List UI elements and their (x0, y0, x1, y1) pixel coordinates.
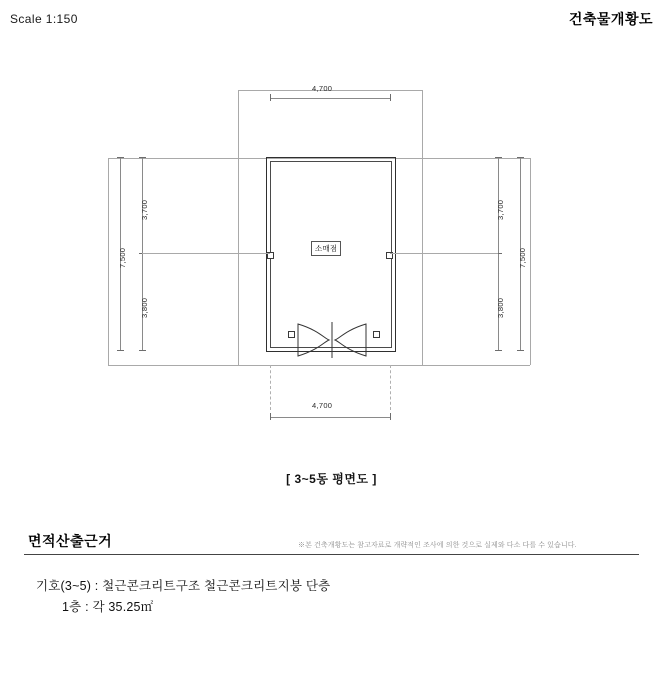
dim-tick-left-total-top (117, 157, 124, 158)
column-marker-bottom-right (373, 331, 380, 338)
dim-tick-right-total-bottom (517, 350, 524, 351)
column-marker-bottom-left (288, 331, 295, 338)
site-line-inner-right (422, 90, 423, 365)
dim-tick-left-c (139, 350, 146, 351)
dim-line-bottom (270, 417, 390, 418)
dim-tick-top-right (390, 94, 391, 101)
area-basis-title: 면적산출근거 (28, 533, 113, 549)
dim-tick-left-a (139, 157, 146, 158)
site-line-inner-left (238, 90, 239, 365)
structure-description: 기호(3~5) : 철근콘크리트구조 철근콘크리트지붕 단층 (36, 579, 331, 593)
dim-left-upper: 3,700 (140, 199, 149, 220)
site-line-left (108, 158, 109, 365)
projection-line-left (270, 365, 271, 410)
door-swing-symbol (296, 322, 368, 358)
dim-tick-bottom-right (390, 413, 391, 420)
dim-right-upper: 3,700 (496, 199, 505, 220)
dim-tick-bottom-left (270, 413, 271, 420)
page-title: 건축물개황도 (568, 11, 653, 27)
dim-bottom-width: 4,700 (312, 401, 333, 410)
floor-area-description: 1층 : 각 35.25㎡ (62, 600, 154, 614)
dim-tick-right-c (495, 350, 502, 351)
room-label-retail: 소매점 (311, 241, 341, 256)
site-line-right (530, 158, 531, 365)
site-line-bottom (108, 365, 530, 366)
dim-left-lower: 3,800 (140, 297, 149, 318)
projection-line-right (390, 365, 391, 410)
floor-plan-drawing (0, 60, 663, 460)
dim-tick-right-total-top (517, 157, 524, 158)
disclaimer-note: ※본 건축개황도는 참고자료로 개략적인 조사에 의한 것으로 실제와 다소 다를 수 있습니다. (298, 542, 577, 549)
dim-right-total: 7,500 (518, 247, 527, 268)
dim-tick-right-a (495, 157, 502, 158)
dim-tick-left-total-bottom (117, 350, 124, 351)
dim-leader-left (142, 253, 270, 254)
dim-line-top (270, 98, 390, 99)
scale-label: Scale 1:150 (10, 12, 78, 26)
dim-right-lower: 3,800 (496, 297, 505, 318)
dim-leader-right (390, 253, 498, 254)
section-divider (24, 554, 639, 555)
dim-tick-top-left (270, 94, 271, 101)
plan-caption: [ 3~5동 평면도 ] (286, 472, 377, 486)
dim-left-total: 7,500 (118, 247, 127, 268)
dim-top-width: 4,700 (312, 84, 333, 93)
